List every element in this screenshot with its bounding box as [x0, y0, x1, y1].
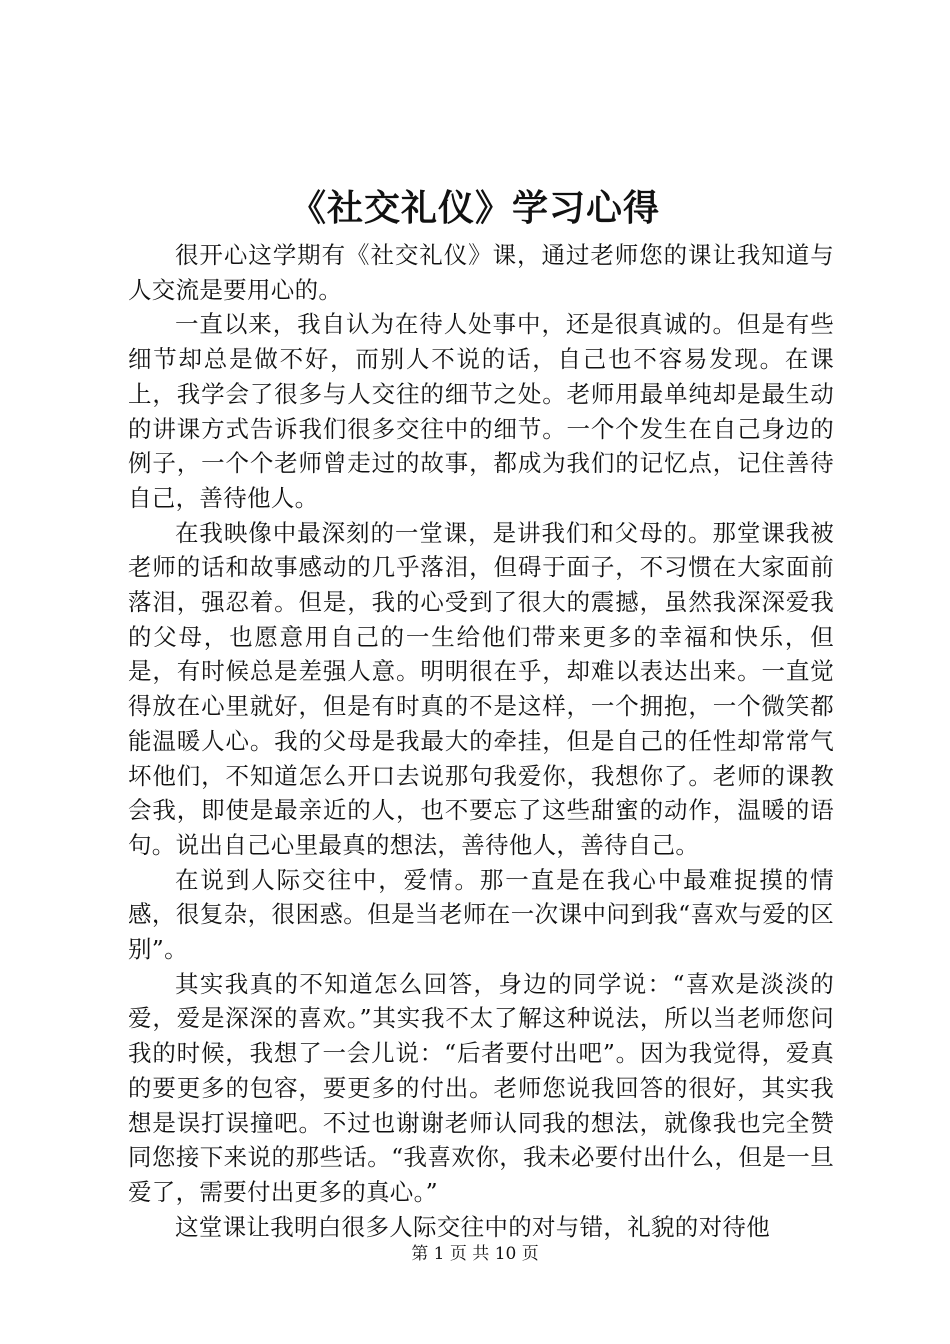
document-title: 《社交礼仪》学习心得	[289, 187, 660, 229]
paragraph: 一直以来，我自认为在待人处事中，还是很真诚的。但是有些细节却总是做不好，而别人不说的话，自己也不容易发现。在课上，我学会了很多与人交往的细节之处。老师用最单纯却是最生动的讲课方式告诉我们很多交往中的细节。一个个发生在自己身边的例子，一个个老师曾走过的故事，都成为我们的记忆点，记住善待自己，善待他人。	[128, 310, 834, 512]
document-body	[128, 238, 834, 1244]
paragraph: 在说到人际交往中，爱情。那一直是在我心中最难捉摸的情感，很复杂，很困惑。但是当老师在一次课中问到我“喜欢与爱的区别”。	[128, 865, 834, 964]
paragraph: 很开心这学期有《社交礼仪》课，通过老师您的课让我知道与人交流是要用心的。	[128, 241, 834, 304]
paragraph: 其实我真的不知道怎么回答，身边的同学说：“喜欢是淡淡的爱，爱是深深的喜欢。”其实我不太了解这种说法，所以当老师您问我的时候，我想了一会儿说：“后者要付出吧”。因为我觉得，爱真的要更多的包容，要更多的付出。老师您说我回答的很好，其实我想是误打误撞吧。不过也谢谢老师认同我的想法，就像我也完全赞同您接下来说的那些话。“我喜欢你，我未必要付出什么，但是一旦爱了，需要付出更多的真心。”	[128, 969, 834, 1206]
paragraph: 在我映像中最深刻的一堂课，是讲我们和父母的。那堂课我被老师的话和故事感动的几乎落泪，但碍于面子，不习惯在大家面前落泪，强忍着。但是，我的心受到了很大的震撼，虽然我深深爱我的父母，也愿意用自己的一生给他们带来更多的幸福和快乐，但是，有时候总是差强人意。明明很在乎，却难以表达出来。一直觉得放在心里就好，但是有时真的不是这样，一个拥抱，一个微笑都能温暖人心。我的父母是我最大的牵挂，但是自己的任性却常常气坏他们，不知道怎么开口去说那句我爱你，我想你了。老师的课教会我，即使是最亲近的人，也不要忘了这些甜蜜的动作，温暖的语句。说出自己心里最真的想法，善待他人，善待自己。	[128, 518, 834, 859]
paragraph: 这堂课让我明白很多人际交往中的对与错，礼貌的对待他	[175, 1212, 770, 1241]
page-number-footer: 第 1 页 共 10 页	[411, 1244, 539, 1264]
